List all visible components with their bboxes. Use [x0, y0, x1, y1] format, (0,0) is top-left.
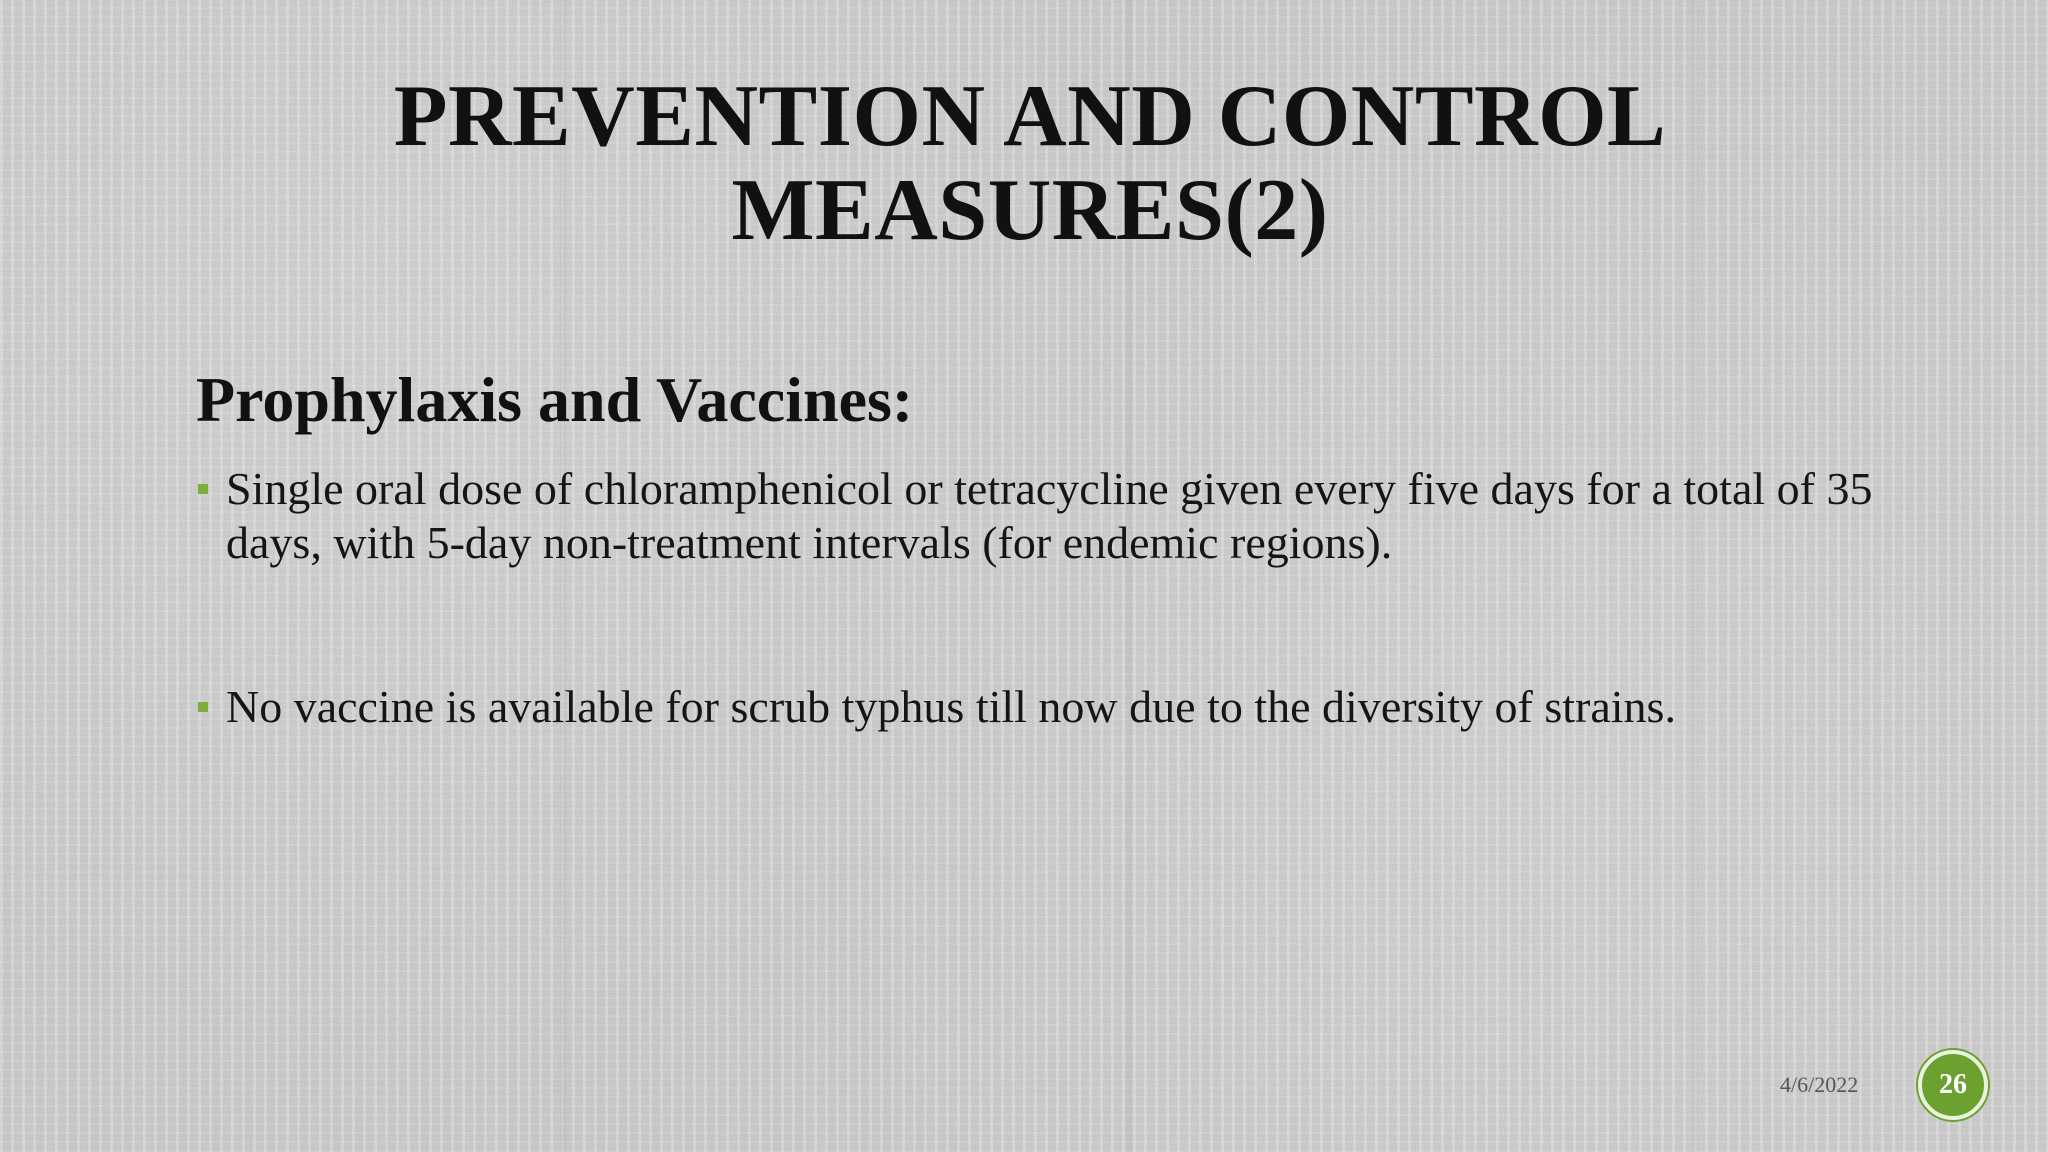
title-line-2: MEASURES(2) [731, 162, 1329, 259]
title-line-1: PREVENTION AND CONTROL [393, 68, 1667, 165]
list-item [196, 680, 1876, 734]
section-heading: Prophylaxis and Vaccines: [196, 364, 914, 435]
green-square-bullet-icon [198, 702, 208, 712]
bullet-text: Single oral dose of chloramphenicol or tetracycline given every five days for a total of 35 days, with 5-day non-treatment intervals (for endemic regions). [226, 463, 1873, 568]
green-square-bullet-icon [198, 484, 208, 494]
page-number-badge: 26 [1918, 1050, 1988, 1120]
bullet-text: No vaccine is available for scrub typhus till now due to the diversity of strains. [226, 681, 1676, 732]
bullet-list [196, 462, 1876, 734]
slide-date: 4/6/2022 [1780, 1072, 1859, 1097]
list-item [196, 462, 1876, 570]
page-title [250, 70, 1810, 258]
